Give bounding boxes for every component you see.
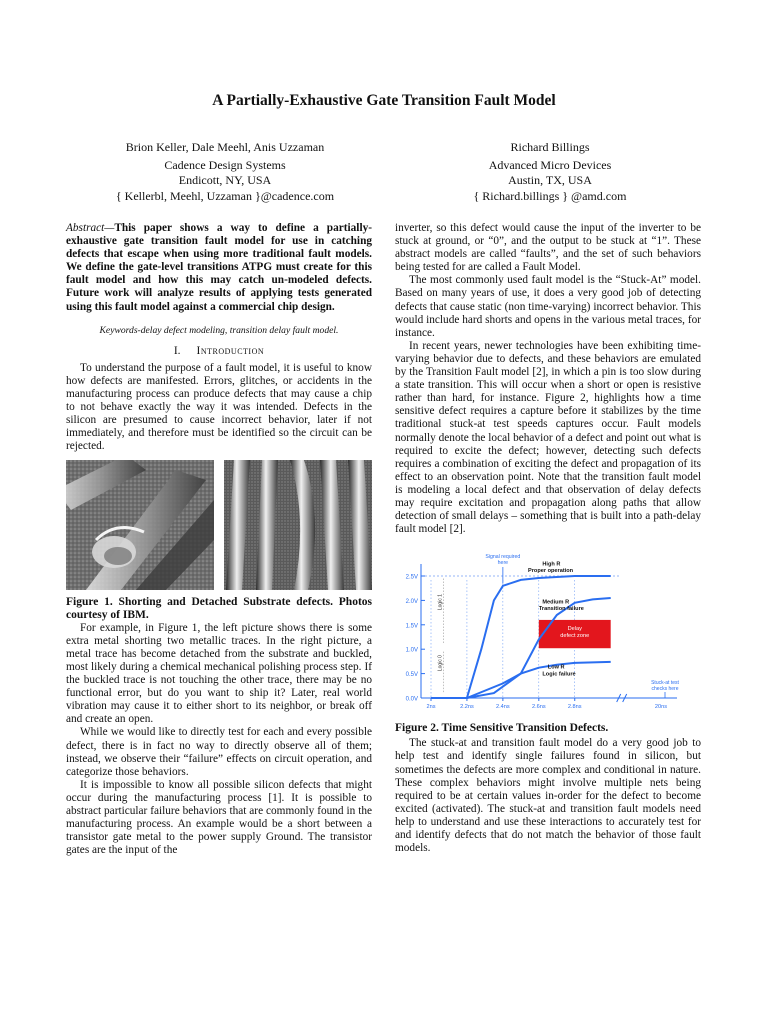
author-email: { Kellerbl, Meehl, Uzzaman }@cadence.com (115, 188, 335, 203)
author-block-amd (400, 140, 700, 204)
abstract-dash: — (104, 222, 115, 234)
x-tick-label: 2.6ns (531, 704, 546, 711)
x-tick-label: 2.4ns (496, 704, 510, 711)
y-tick-label: 1.5V (405, 623, 418, 630)
y-tick-label: 1.0V (405, 647, 418, 654)
paragraph: inverter, so this defect would cause the input of the inverter to be stuck at ground, or “0”, and the output to be stuck at “1”. These abstract models are called “faults”, and the set of such behaviors being tested for are called a Fault Model. (395, 222, 701, 274)
y-tick-label: 2.0V (405, 599, 418, 606)
paragraph: In recent years, newer technologies have been exhibiting time-varying behavior due to defects, and these behaviors are emulated by the Transition Fault model [2], in which a pin is too slow during a state transition. This will occur when a short or open is resistive rather than hard, for instance. Figure 2, highlights how a time sensitive defect requires a capture before it stabilizes by the time traditional stuck-at test speeds captures occur. Fault models normally denote the local behavior of a defect and point out what is required to excite the defect; however, detecting such defects requires a combination of exciting the defect and propagation of its effect to an observation point. Note that the transition fault model is modeling a local defect and that observation of delay defects may require excitation and propagation along paths that allow detection of small delays – something that is built into a path-delay fault model [2]. (395, 339, 701, 536)
y-tick-label: 0.5V (405, 672, 418, 679)
author-names: Brion Keller, Dale Meehl, Anis Uzzaman (125, 140, 325, 154)
stuck-at-label: Stuck-at test (651, 680, 679, 687)
figure-2-caption: Figure 2. Time Sensitive Transition Defects. (395, 722, 609, 735)
author-block-cadence (60, 140, 390, 204)
figure-2-chart (395, 550, 695, 718)
paragraph: For example, in Figure 1, the left picture shows there is some extra metal shorting two metallic traces. In the right picture, a metal trace has become detached from the substrate and buckled, most likely during a chemical mechanical polishing process step. If the buckled trace is not touching the other trace, there may be no functional error, but do you want to ship it? Later, real world vibration may cause it to either short to its neighbor, or break off and create an open. (66, 621, 372, 726)
paper-title: A Partially-Exhaustive Gate Transition Fault Model (212, 92, 556, 109)
y-tick-label: 0.0V (405, 696, 418, 703)
x-tick-label: 20ns (654, 704, 668, 711)
paragraph: The stuck-at and transition fault model do a very good job to help test and identify single failures found in silicon, but sometimes the defects are more complex and conditional in nature. These complex behaviors might involve multiple nets being required to be at certain values in-order for the defect to become excited (activated). The stuck-at and transition fault models need help to understand and use these interactions to accurately test for and identify defects that do not match the behavior of those fault models. (395, 737, 701, 855)
x-tick-label: 2.8ns (567, 704, 582, 711)
paragraph: To understand the purpose of a fault model, it is useful to know how defects are manifested. Errors, glitches, or accidents in the manufacturing process can produce defects that may cause a chip to not behave exactly the way it was intended. Defects in the silicon are presumed to cause incorrect behavior, later if not immediately, and therefore must be identified so the circuit can be rejected. (66, 361, 372, 453)
medium-r-label: Medium R (542, 599, 570, 606)
paragraph: The most commonly used fault model is the “Stuck-At” model. Based on many years of use, it does a very good job of detecting defects that cause static (non time-varying) incorrect behavior. This would include hard shorts and opens in the various metal traces, for instance. (395, 274, 701, 339)
high-r-label: High R (542, 561, 561, 568)
author-names: Richard Billings (510, 140, 590, 154)
stuck-at-label: checks here (651, 686, 679, 693)
figure-1-caption: Figure 1. Shorting and Detached Substrate defects. Photos courtesy of IBM. (66, 595, 372, 621)
author-email: { Richard.billings } @amd.com (473, 188, 627, 203)
transition-chart-svg (395, 550, 695, 718)
author-affiliation: Cadence Design Systems (164, 157, 286, 172)
abstract-lead: Abstract (66, 222, 105, 234)
author-location: Endicott, NY, USA (178, 173, 272, 187)
medium-r-label: Transition failure (538, 606, 584, 613)
section-heading (66, 345, 372, 358)
detached-substrate-photo (224, 460, 372, 590)
logic1-label: Logic 1 (437, 594, 444, 611)
section-title: Introduction (196, 344, 265, 357)
signal-required-label: here (497, 560, 509, 567)
signal-required-label: Signal required (485, 554, 521, 561)
low-r-label: Logic failure (542, 671, 576, 678)
author-location: Austin, TX, USA (508, 173, 592, 187)
abstract-body: This paper shows a way to define a partially-exhaustive gate transition fault model for use in catching defects that escape when using more traditional fault models. We define the gate-level transitions ATPG must create for this fault model and how this may catch un-modeled defects. Future work will analyze results of applying tests generated using this fault model against a commercial chip design. (66, 222, 372, 313)
low-r-label: Low R (547, 664, 565, 671)
x-tick-label: 2ns (426, 704, 436, 711)
shorting-defect-photo (66, 460, 214, 590)
right-column (395, 222, 701, 855)
y-tick-label: 2.5V (405, 574, 418, 581)
high-r-label: Proper operation (528, 568, 574, 575)
figure-1-photos (66, 460, 372, 590)
abstract (66, 222, 372, 314)
paragraph: While we would like to directly test for each and every possible defect, there is in fact no way to directly observe all of them; instead, we observe their “failure” effects on circuit operation, and categorize those behaviors. (66, 726, 372, 778)
author-affiliation: Advanced Micro Devices (488, 157, 612, 172)
keywords: Keywords-delay defect modeling, transition delay fault model. (99, 324, 339, 336)
section-number: I. (173, 344, 181, 357)
delay-zone-label: Delay (567, 626, 582, 633)
delay-zone-label: defect zone (560, 633, 590, 640)
x-tick-label: 2.2ns (460, 704, 474, 711)
paragraph: It is impossible to know all possible silicon defects that might occur during the manufacturing process [1]. It is possible to abstract particular failure behaviors that are commonly found in the manufacturing process. An example would be a short between a transistor gate metal to the power supply Ground. The transistor gates are the input of the (66, 778, 372, 857)
logic0-label: Logic 0 (437, 655, 444, 672)
left-column (66, 222, 372, 857)
